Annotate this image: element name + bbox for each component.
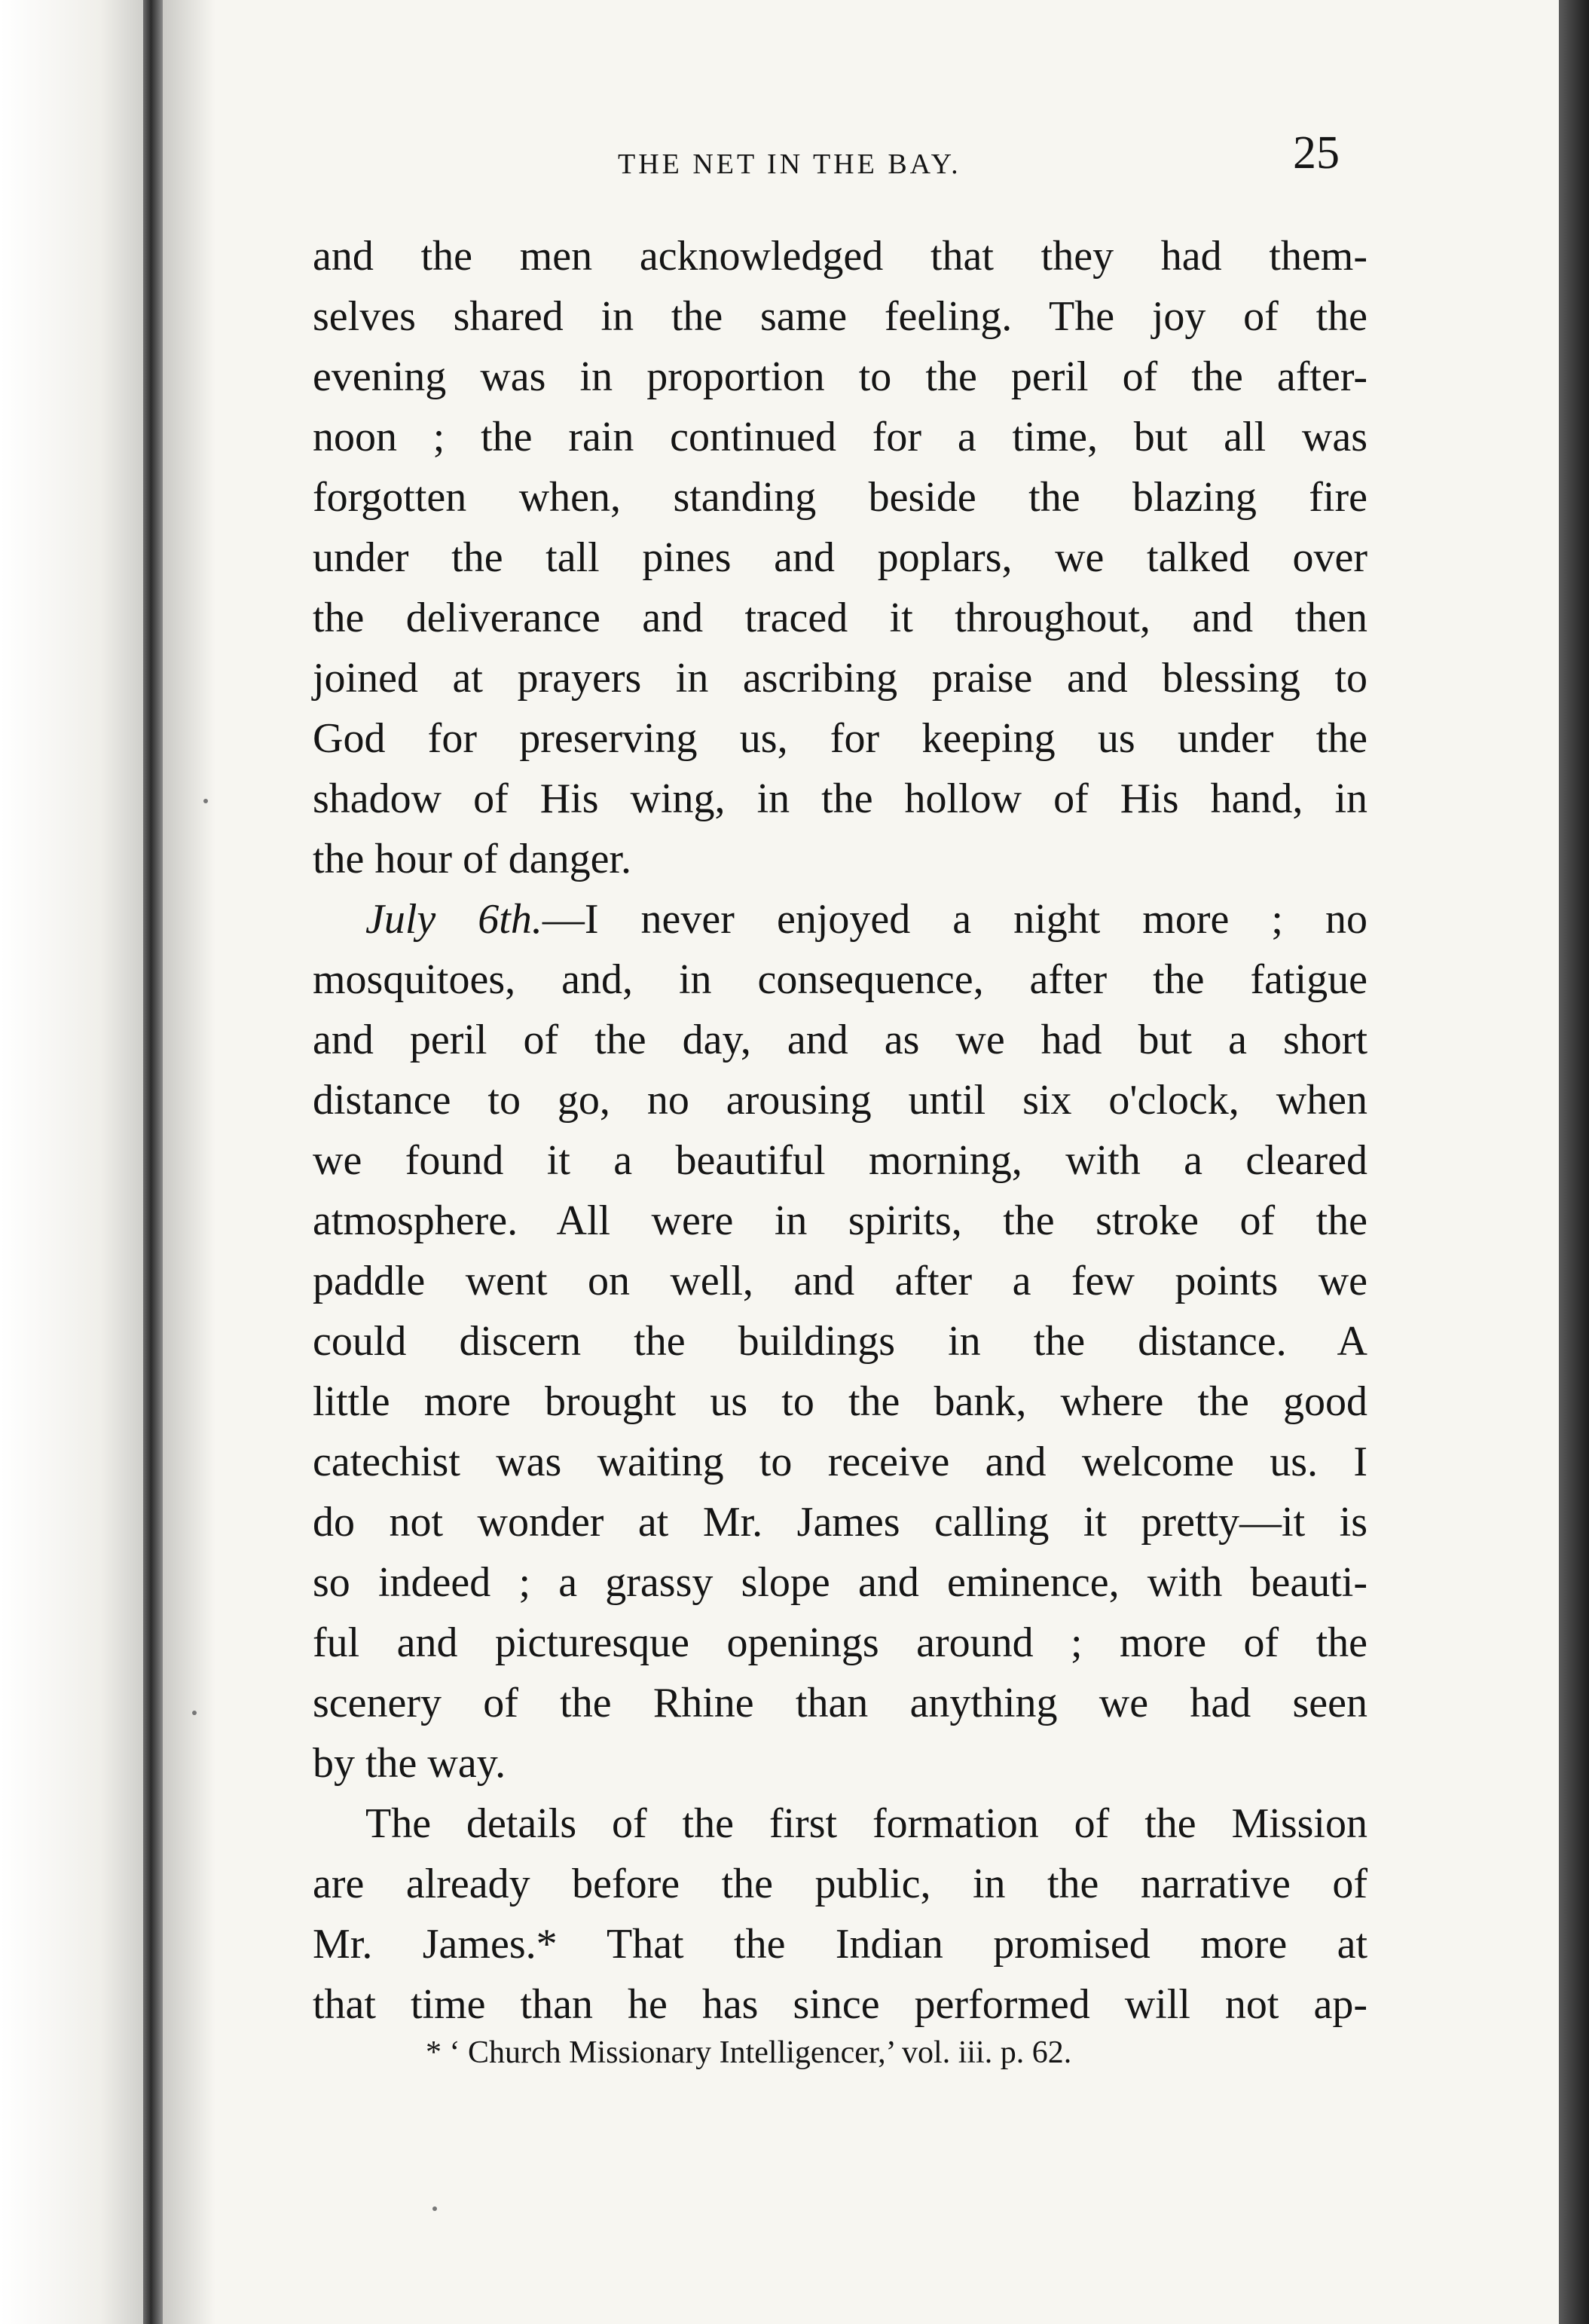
paper-speck bbox=[432, 2206, 437, 2211]
text-line: The details of the first formation of the Mission bbox=[365, 1800, 1367, 1847]
body-text bbox=[313, 226, 1367, 2035]
gutter-shadow bbox=[163, 0, 215, 2324]
text-line: we found it a beautiful morning, with a cleared bbox=[313, 1137, 1367, 1184]
text-line: shadow of His wing, in the hollow of His hand, in bbox=[313, 775, 1367, 822]
footnote: * ‘ Church Missionary Intelligencer,’ vol. iii. p. 62. bbox=[426, 2035, 1072, 2070]
text-line: noon ; the rain continued for a time, but all was bbox=[313, 414, 1367, 460]
paper-speck bbox=[203, 799, 208, 803]
text-line: could discern the buildings in the distance. A bbox=[313, 1318, 1367, 1365]
text-line: atmosphere. All were in spirits, the stroke of the bbox=[313, 1197, 1367, 1244]
paper-speck bbox=[192, 1711, 197, 1715]
text-line: little more brought us to the bank, where the good bbox=[313, 1378, 1367, 1425]
text-line: scenery of the Rhine than anything we had seen bbox=[313, 1680, 1367, 1726]
text-line: and the men acknowledged that they had them- bbox=[313, 233, 1367, 280]
text-line: mosquitoes, and, in consequence, after the fatigue bbox=[313, 956, 1367, 1003]
paragraph-1 bbox=[313, 226, 1367, 889]
text-line: are already before the public, in the narrative of bbox=[313, 1861, 1367, 1907]
text-line: joined at prayers in ascribing praise and blessing to bbox=[313, 655, 1367, 702]
page-edge-right bbox=[1559, 0, 1589, 2324]
page-number: 25 bbox=[1293, 127, 1340, 179]
text-line: distance to go, no arousing until six o'clock, when bbox=[313, 1077, 1367, 1124]
paragraph-3 bbox=[313, 1793, 1367, 2035]
text-line: forgotten when, standing beside the blazing fire bbox=[313, 474, 1367, 521]
date-heading: July 6th. bbox=[365, 896, 542, 943]
text-line-remainder: —I never enjoyed a night more ; no bbox=[542, 896, 1368, 943]
text-line: selves shared in the same feeling. The joy of the bbox=[313, 293, 1367, 340]
text-line: so indeed ; a grassy slope and eminence, with beauti- bbox=[313, 1559, 1367, 1606]
text-line: catechist was waiting to receive and welcome us. I bbox=[313, 1439, 1367, 1485]
text-line: evening was in proportion to the peril of the after- bbox=[313, 353, 1367, 400]
running-title: THE NET IN THE BAY. bbox=[618, 148, 961, 180]
text-line: under the tall pines and poplars, we talked over bbox=[313, 534, 1367, 581]
text-line: Mr. James.* That the Indian promised more at bbox=[313, 1921, 1367, 1968]
text-line-dated bbox=[313, 889, 1367, 949]
binding-gutter bbox=[143, 0, 163, 2324]
text-line: God for preserving us, for keeping us under the bbox=[313, 715, 1367, 762]
text-line: paddle went on well, and after a few points we bbox=[313, 1258, 1367, 1304]
text-line: ful and picturesque openings around ; more of the bbox=[313, 1619, 1367, 1666]
page-margin-left bbox=[0, 0, 143, 2324]
text-line: that time than he has since performed will not ap- bbox=[313, 1981, 1367, 2028]
text-line: the hour of danger. bbox=[313, 836, 631, 882]
text-line: by the way. bbox=[313, 1740, 506, 1787]
text-line: do not wonder at Mr. James calling it pretty—it is bbox=[313, 1499, 1367, 1546]
text-line: and peril of the day, and as we had but a short bbox=[313, 1017, 1367, 1063]
paragraph-2 bbox=[313, 889, 1367, 1793]
text-line: the deliverance and traced it throughout, and then bbox=[313, 595, 1367, 641]
